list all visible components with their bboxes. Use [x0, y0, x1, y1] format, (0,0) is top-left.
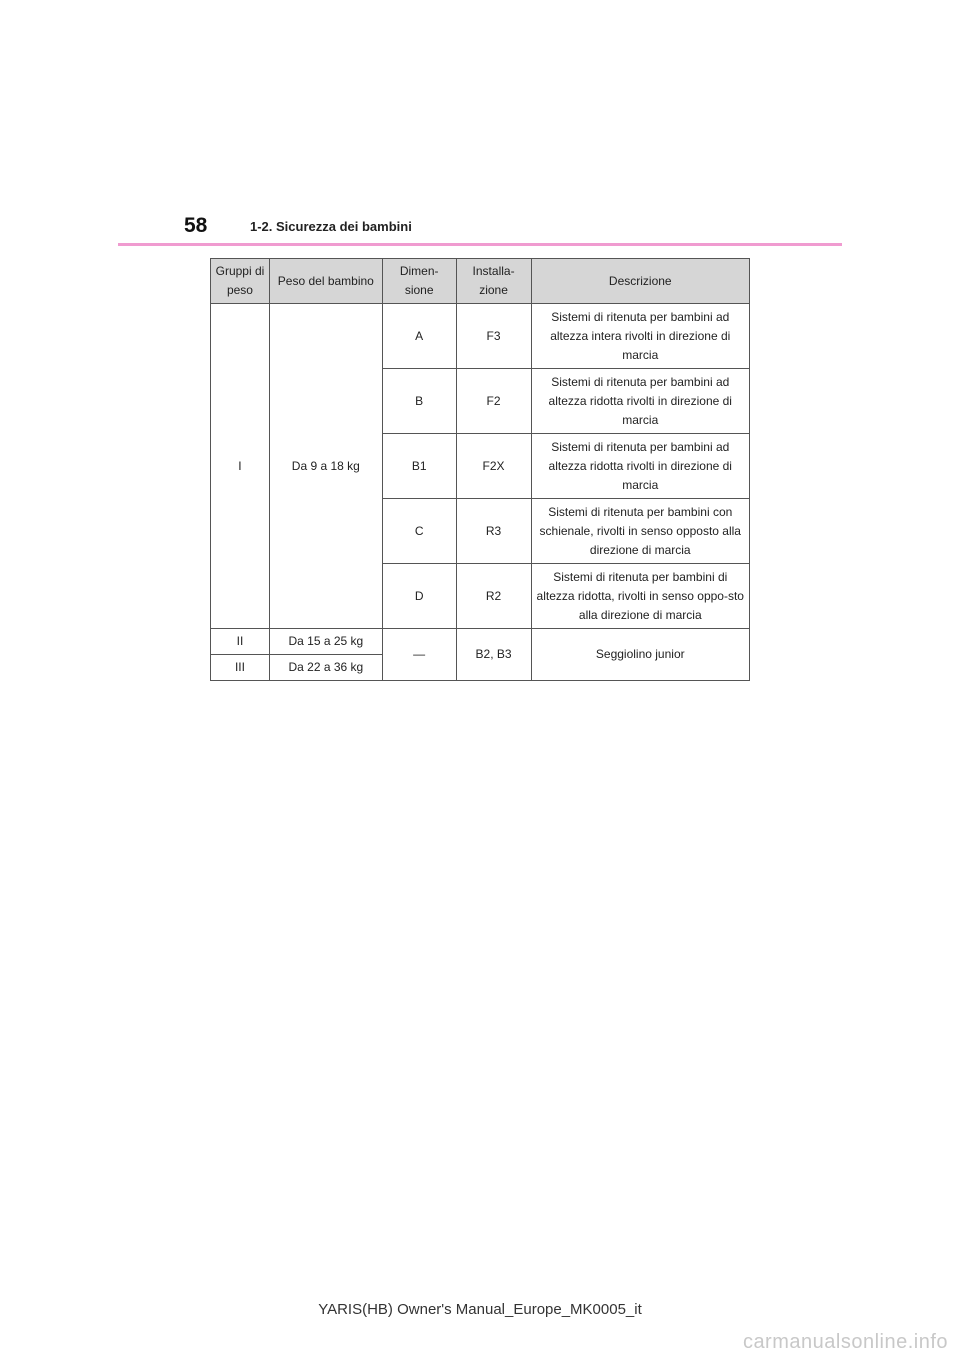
table-header-row [211, 259, 750, 304]
description-cell: Seggiolino junior [531, 629, 749, 681]
group-cell: III [211, 655, 270, 681]
description-cell: Sistemi di ritenuta per bambini con schienale, rivolti in senso opposto alla direzione di marcia [531, 499, 749, 564]
install-cell: R3 [456, 499, 531, 564]
group-cell: I [211, 304, 270, 629]
weight-cell: Da 9 a 18 kg [269, 304, 382, 629]
weight-cell: Da 22 a 36 kg [269, 655, 382, 681]
description-cell: Sistemi di ritenuta per bambini di altezza ridotta, rivolti in senso oppo-sto alla direzione di marcia [531, 564, 749, 629]
header-size: Dimen- sione [382, 259, 456, 304]
group-cell: II [211, 629, 270, 655]
size-cell: — [382, 629, 456, 681]
description-cell: Sistemi di ritenuta per bambini ad altezza intera rivolti in direzione di marcia [531, 304, 749, 369]
description-cell: Sistemi di ritenuta per bambini ad altezza ridotta rivolti in direzione di marcia [531, 369, 749, 434]
install-cell: B2, B3 [456, 629, 531, 681]
header-installation: Installa- zione [456, 259, 531, 304]
size-cell: C [382, 499, 456, 564]
install-cell: F2X [456, 434, 531, 499]
weight-cell: Da 15 a 25 kg [269, 629, 382, 655]
manual-footer: YARIS(HB) Owner's Manual_Europe_MK0005_it [318, 1301, 642, 1318]
table-row [211, 304, 750, 369]
install-cell: R2 [456, 564, 531, 629]
size-cell: D [382, 564, 456, 629]
install-cell: F3 [456, 304, 531, 369]
install-cell: F2 [456, 369, 531, 434]
page-number: 58 [184, 214, 208, 237]
site-watermark: carmanualsonline.info [742, 1331, 948, 1353]
header-description: Descrizione [531, 259, 749, 304]
header-weight-group: Gruppi di peso [211, 259, 270, 304]
size-cell: A [382, 304, 456, 369]
header-child-weight: Peso del bambino [269, 259, 382, 304]
size-cell: B1 [382, 434, 456, 499]
section-title: 1-2. Sicurezza dei bambini [250, 219, 412, 234]
child-restraint-table [210, 258, 750, 681]
description-cell: Sistemi di ritenuta per bambini ad altezza ridotta rivolti in direzione di marcia [531, 434, 749, 499]
header-divider [118, 243, 842, 246]
size-cell: B [382, 369, 456, 434]
table-row [211, 629, 750, 655]
